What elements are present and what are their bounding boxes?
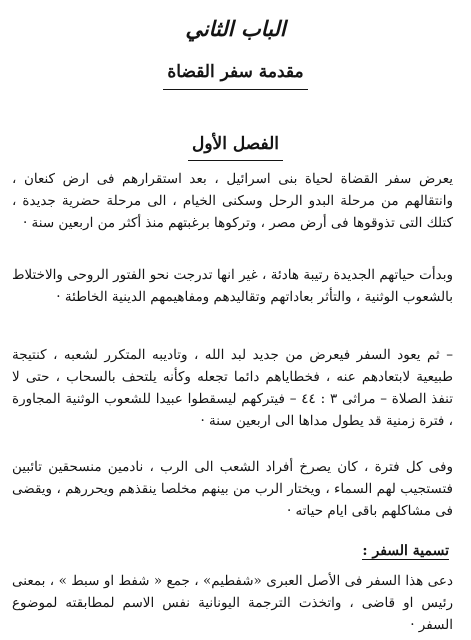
paragraph-3: – ثم يعود السفر فيعرض من جديد لبد الله ، وتاديبه المتكرر لشعبه ، كنتيجة طبيعية لابتعادهم عنه ، فخطاياهم دائما تجعله وكأنه يلتحف بالسحاب ، حتى لا تنفذ الصلاة – مراثى ٣ : ٤٤ – فيتركهم ليسقطوا عبيدا للشعوب الوثنية المجاورة ، فترة زمنية قد يطول مداها الى اربعين سنة · <box>12 347 453 429</box>
chapter-subtitle-text: مقدمة سفر القضاة <box>163 58 307 90</box>
naming-paragraph: دعى هذا السفر فى الأصل العبرى «شفطيم» ، جمع « شفط او سبط » ، بمعنى رئيس او قاضى ، واتخذت الترجمة اليونانية نفس الاسم لمطابقته لموضوع السفر · <box>12 573 453 633</box>
section-title <box>0 130 471 161</box>
paragraph-2: وبدأت حياتهم الجديدة رتيبة هادئة ، غير انها تدرجت نحو الفتور الروحى والاختلاط بالشعوب الوثنية ، والتأثر بعاداتهم وتقاليدهم ومفاهيمهم الدينية الخاطئة · <box>12 267 453 305</box>
naming-heading <box>362 540 449 562</box>
section-title-text: الفصل الأول <box>188 130 283 161</box>
paragraph-1: يعرض سفر القضاة لحياة بنى اسرائيل ، بعد استقرارهم فى ارض كنعان ، وانتقالهم من مرحلة البدو الرحل وسكنى الخيام ، الى مرحلة حضرية جديدة ، كتلك التى تذوقوها فى أرض مصر ، وتركوها برغبتهم منذ أكثر من اربعين سنة · <box>12 171 453 231</box>
naming-heading-text: تسمية السفر : <box>362 543 449 559</box>
chapter-subtitle <box>0 58 471 90</box>
chapter-title: الباب الثاني <box>185 16 286 41</box>
paragraph-4: وفى كل فترة ، كان يصرخ أفراد الشعب الى الرب ، نادمين منسحقين تائبين فتستجيب لهم السماء ، ويختار الرب من بينهم مخلصا ينقذهم ويحررهم ، ويقضى فى مشاكلهم باقى ايام حياته · <box>12 459 453 519</box>
